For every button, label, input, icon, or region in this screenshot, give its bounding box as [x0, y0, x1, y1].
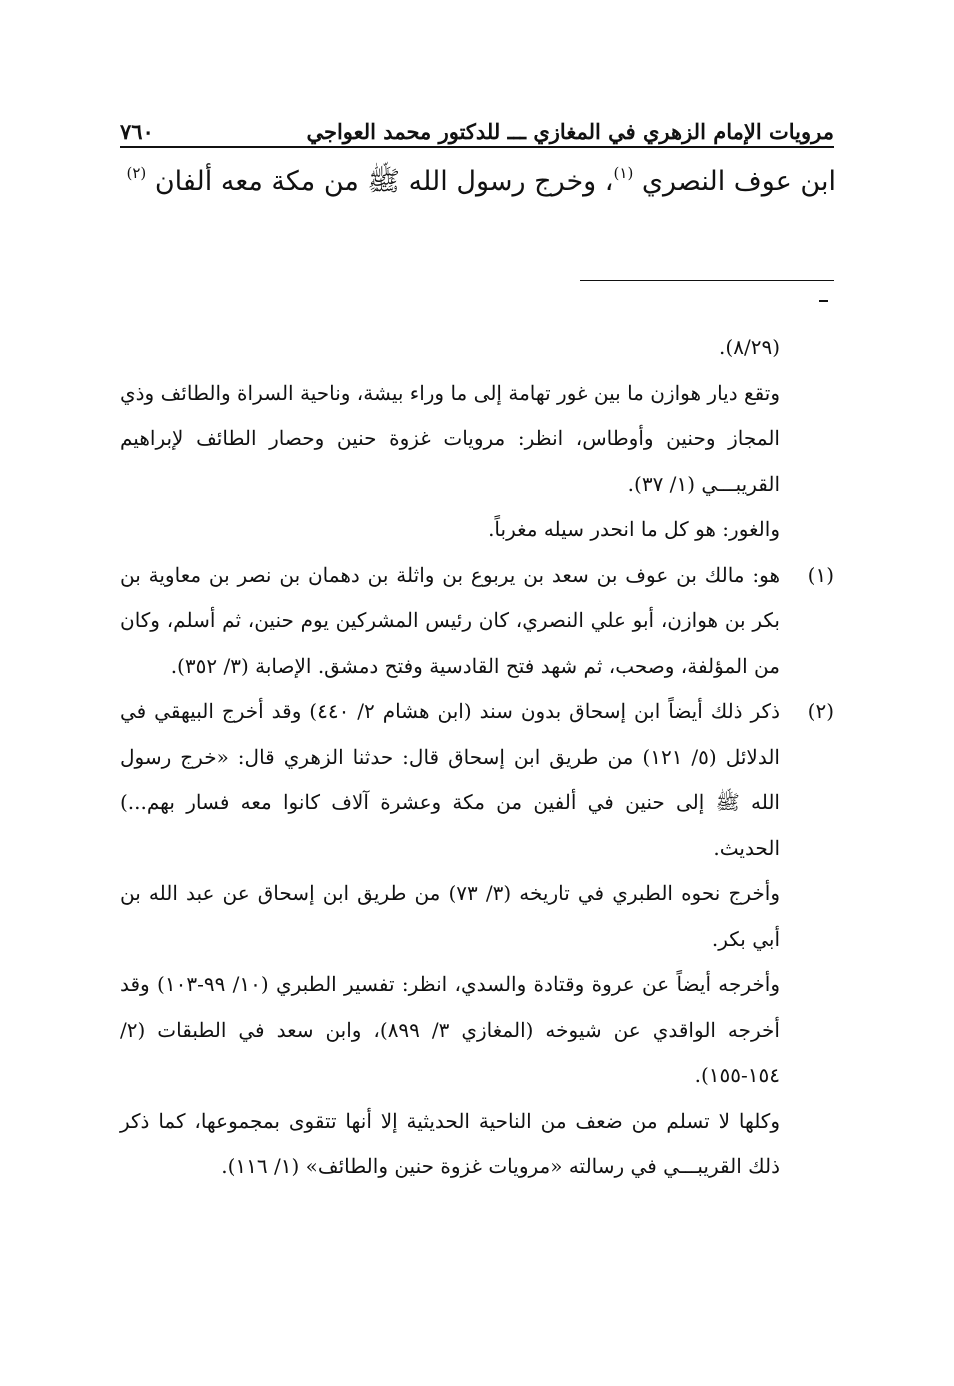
continued-footnote-line: (٨/٢٩).: [719, 335, 780, 359]
footnote-2-paragraph: ذكر ذلك أيضاً ابن إسحاق بدون سند (ابن هشام ٢/ ٤٤٠) وقد أخرج البيهقي في الدلائل (٥/ ١٢١) من طريق ابن إسحاق قال: حدثنا الزهري قال: «خرج رسول الله ﷺ إلى حنين في ألفين من مكة وعشرة آلاف كانوا معه فسار بهم...) الحديث.: [120, 699, 780, 860]
page-number: ٧٦٠: [120, 119, 154, 144]
footnotes-section: [120, 325, 834, 1190]
continuation-dash: [819, 300, 828, 302]
footnote-separator: [580, 280, 834, 281]
footnote-1-number: (١): [807, 562, 834, 587]
main-text: [120, 150, 836, 205]
footnote-1: [120, 553, 834, 690]
footnote-ref-1: (١): [613, 164, 634, 182]
footnote-2-paragraph: وأخرج نحوه الطبري في تاريخه (٣/ ٧٣) من طريق ابن إسحاق عن عبد الله بن أبي بكر.: [120, 881, 780, 951]
footnote-2-body: [120, 689, 780, 1190]
footnote-2: [120, 689, 834, 1190]
footnote-2-number: (٢): [807, 699, 834, 723]
main-text-part-a: ابن عوف النصري: [633, 166, 836, 197]
continued-footnote-paragraph: وتقع ديار هوازن ما بين غور تهامة إلى ما وراء بيشة، وناحية السراة والطائف وذي المجاز وحنين وأوطاس، انظر: مرويات غزوة حنين وحصار الطائف لإبراهيم القريبـــي (١/ ٣٧).: [120, 380, 780, 496]
running-header: [120, 108, 834, 148]
footnote-1-text: هو: مالك بن عوف بن سعد بن يربوع بن واثلة بن دهمان بن نصر بن معاوية بن بكر بن هوازن، أبو علي النصري، كان رئيس المشركين يوم حنين، ثم أسلم، وكان من المؤلفة، وصحب، ثم شهد فتح القادسية وفتح دمشق. الإصابة (٣/ ٣٥٢).: [120, 562, 780, 678]
footnote-ref-2: (٢): [126, 164, 147, 182]
continued-footnote-line: والغور: هو كل ما انحدر سيله مغرباً.: [488, 517, 780, 541]
main-text-part-b: ، وخرج رسول الله ﷺ من مكة معه ألفان: [146, 166, 614, 197]
header-title: مرويات الإمام الزهري في المغازي ـــ للدكتور محمد العواجي: [306, 119, 834, 144]
footnote-2-paragraph: وأخرجه أيضاً عن عروة وقتادة والسدي، انظر: تفسير الطبري (١٠/ ٩٩-١٠٣) وقد أخرجه الواقدي عن شيوخه (المغازي ٣/ ٨٩٩)، وابن سعد في الطبقات (٢/ ١٥٤-١٥٥).: [120, 972, 780, 1087]
footnote-2-paragraph: وكلها لا تسلم من ضعف من الناحية الحديثية إلا أنها تتقوى بمجموعها، كما ذكر ذلك القريبـــي في رسالته «مرويات غزوة حنين والطائف» (١/ ١١٦).: [120, 1108, 780, 1178]
